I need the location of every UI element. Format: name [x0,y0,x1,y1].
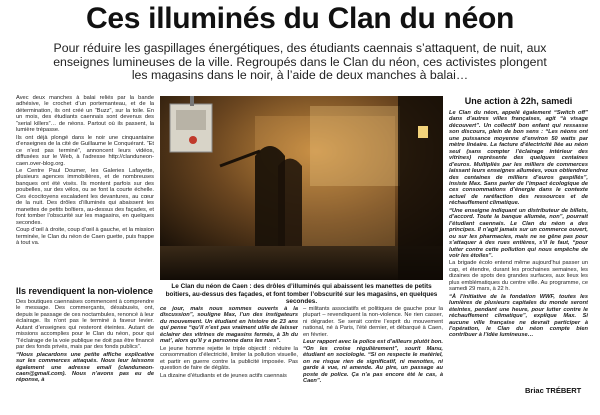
column-4 [449,110,588,380]
column-2-bottom [160,306,298,408]
subheading-non-violence: Ils revendiquent la non-violence [16,286,154,296]
paragraph: Leur rapport avec la police est d’ailleurs plutôt bon. “On les croise régulièrement”, sourit Manu, étudiant en sociologie. “Si on respecte le matériel, on ne risque rien de significatif, ni menottes, ni garde à vue, ni amende. Au pire, un passage au poste de police. Ça n’a pas encore été le cas, à Caen”. [303,339,443,384]
subheading-action-samedi: Une action à 22h, samedi [464,96,573,106]
paragraph: Des boutiques caennaises commencent à comprendre le message. Des commerçants, désabusés, ont, depuis le passage de ces noctambules, renoncé à leur éclairage. Ils n’ont pas le terminé à faveur levier. Autant d’enseignes qui resteront éteintes. Autant de missions accomplies pour le Clan du néon, pour qui “l’éclairage de la voie publique ne doit pas être financé par des fonds privés, mais par des fonds publics”. [16,299,154,351]
article-photo [160,96,443,280]
paragraph: – militants associatifs et politiques de gauche pour la plupart – revendiquent la non-violence. Ne rien casser, ni dégrader. Se serait contre l’esprit du mouvement national, né à Paris, l’été dernier, et débarqué à Caen, en février. [303,306,443,338]
column-1-bottom [16,299,154,407]
paragraph: “Une enseigne indiquant un distributeur de billets, d’accord. Toute la banque allumée, non”, pourrait l’étudiant caennais. Le Clan du néon a des principes. Il n’agit jamais sur un commerce ouvert, ou sur les pharmacies, mais ne se gêne pas pour s’attaquer à des rues entières, s’il le faut, “pour lutter contre cette pollution qui nous empêche de voir les étoiles”. [449,207,588,259]
article-title: Ces illuminés du Clan du néon [85,2,514,35]
paragraph: “Nous placardons une petite affiche explicative sur les commerces attaqués. Nous leur laissons également une adresse email (clanduneon-caen@gmail.com). Nous n’avons pas eu de réponse, à [16,351,154,384]
paragraph: “À l’initiative de la fondation WWF, toutes les lumières de plusieurs capitales du monde seront éteintes, pendant une heure, pour lutter contre le réchauffement climatique”, explique Max. Si aucune ville française ne devrait participer à l’opération, le Clan du néon compte bien contribuer à l’idée lumineuse… [449,293,588,339]
paragraph: ce jour, mais nous sommes ouverts à la discussion”, souligne Max, l’un des instigateurs du mouvement. Un étudiant en histoire de 23 ans qui pense “qu’il n’est pas vraiment utile de laisser éclairer des vitrines de magasins fermés, à 3h du mat’, alors qu’il y a personne dans les rues”. [160,306,298,345]
column-1 [16,95,154,283]
article-lead: Pour réduire les gaspillages énergétiques, des étudiants caennais s’attaquent, de nuit, aux enseignes lumineuses de la ville. Regroupés dans le Clan du néon, ces activistes plongent les magasins dans le noir, à l’aide de deux manches à balai… [53,41,547,83]
paragraph: Avec deux manches à balai reliés par la bande adhésive, le crochet d’un portemanteau, et de la détermination, ils ont créé un “Buzz”, sur la toile. En un mois, des étudiants caennais sont devenus des “serial killers”… de néons. Partout où ils passent, la lumière trépasse. [16,95,154,134]
photo-caption: Le Clan du néon de Caen : des drôles d’illuminés qui abaissent les manettes de petits boîtiers, au-dessus des façades, et font tomber l’obscurité sur les magasins, en quelques secondes. [165,283,438,305]
paragraph: Ils ont déjà plongé dans le noir une cinquantaine d’enseignes de la cité de Guillaume le Conquérant. “Et ce n’est pas terminé”, annoncent leurs vidéos, diffusées sur le Web, à l’adresse http://clanduneon-caen.over-blog.org. [16,134,154,167]
paragraph: La dizaine d’étudiants et de jeunes actifs caennais [160,372,287,379]
paragraph: Le Centre Paul Doumer, les Galeries Lafayette, plusieurs agences immobilières, et de nombreuses banques ont été visés. Ils montent parfois sur des poubelles, sur des vélos, ou se font la courte échelle. Ces écocitoyens escaladent les devantures, au cœur de la nuit. Des drôles d’illuminés qui abaissent les manettes de petits boîtiers, au-dessus des façades, et font tomber l’obscurité sur les magasins, en quelques secondes. [16,167,154,226]
author-signature: Briac TRÉBERT [525,386,582,395]
paragraph: Le Clan du néon, appelé également “Switch off” dans d’autres villes françaises, agit “à visage découvert”. Un collectif bon enfant qui ressasse son discours, plein de bon sens : “Les néons ont une puissance moyenne d’environ 50 watts par mètre linéaire. La facture d’électricité liée au néon seul (sans compter l’éclairage intérieur des vitrines) représente des quelques centaines d’euros. Multipliés par les milliers de commerces laissant leurs enseignes allumées, vous obtiendrez des centaines de milliers d’euros gaspillés”, insiste Max. Sans parler de l’impact écologique de ces consommations d’énergie dans le contexte actuel de raréfaction des ressources et de réchauffement climatique. [449,110,588,207]
paragraph: La brigade écolo entend même aujourd’hui passer un cap, et étendre, durant les prochaines semaines, les dizaines de spots des grandes surfaces, aux lieux les plus emblématiques du centre ville. Au programme, ce samedi 29 mars, à 22 h. [449,260,588,293]
column-3-bottom [303,306,443,408]
paragraph: Coup d’œil à droite, coup d’œil à gauche, et la mission terminée, le Clan du néon de Caen guette, puis frappe à tout va. [16,227,154,246]
night-storefront-photo [160,96,443,280]
paragraph: Le jeune homme rejette le triple objectif : réduire la consommation d’électricité, limiter la pollution visuelle, et partir en guerre contre la publicité imposée. Pas question de faire de dégâts. [160,345,298,372]
